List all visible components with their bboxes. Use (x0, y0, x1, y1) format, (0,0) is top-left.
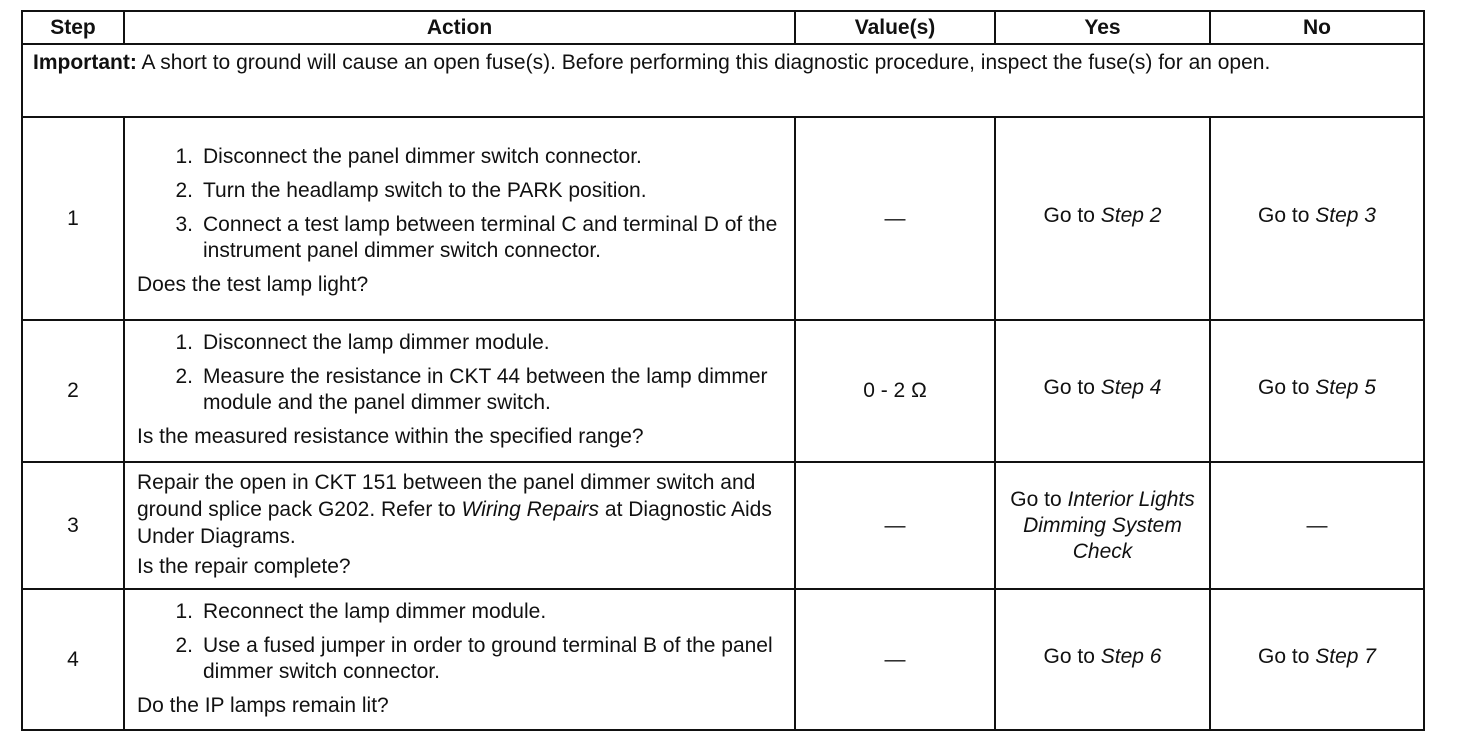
table-row (22, 117, 1424, 320)
header-step: Step (22, 11, 124, 44)
list-item: 1. Disconnect the lamp dimmer module. (175, 331, 550, 354)
list-item: 1. Disconnect the panel dimmer switch connector. (175, 144, 642, 168)
header-action: Action (124, 11, 795, 44)
step-number: 4 (22, 589, 124, 730)
step-number: 1 (22, 117, 124, 320)
action-paragraph: Repair the open in CKT 151 between the panel dimmer switch and ground splice pack G202. Refer to Wiring Repairs at Diagnostic Aids Under Diagrams. (137, 471, 772, 548)
table-row (22, 320, 1424, 462)
header-yes: Yes (995, 11, 1210, 44)
important-row (22, 44, 1424, 117)
value-cell: 0 - 2 Ω (795, 320, 995, 462)
list-item: 2. Use a fused jumper in order to ground terminal B of the panel dimmer switch connector. (175, 633, 773, 683)
header-row (22, 11, 1424, 44)
action-cell (124, 320, 795, 462)
action-cell (124, 589, 795, 730)
important-label: Important: (33, 51, 137, 74)
no-cell: Go to Step 7 (1210, 589, 1424, 730)
action-question: Is the repair complete? (137, 555, 351, 578)
action-question: Is the measured resistance within the specified range? (137, 425, 644, 448)
action-list (137, 599, 784, 685)
no-cell: Go to Step 5 (1210, 320, 1424, 462)
yes-cell: Go to Step 6 (995, 589, 1210, 730)
value-cell: — (795, 117, 995, 320)
list-item: 3. Connect a test lamp between terminal C and terminal D of the instrument panel dimmer switch connector. (175, 212, 778, 262)
diagnostic-table (21, 10, 1425, 731)
no-cell: Go to Step 3 (1210, 117, 1424, 320)
yes-cell: Go to Step 4 (995, 320, 1210, 462)
header-no: No (1210, 11, 1424, 44)
step-number: 3 (22, 462, 124, 589)
header-values: Value(s) (795, 11, 995, 44)
important-note (22, 44, 1424, 117)
value-cell: — (795, 462, 995, 589)
list-item: 1. Reconnect the lamp dimmer module. (175, 599, 547, 623)
step-number: 2 (22, 320, 124, 462)
value-cell: — (795, 589, 995, 730)
action-list (137, 330, 784, 416)
action-cell (124, 462, 795, 589)
action-cell (124, 117, 795, 320)
table-row (22, 589, 1424, 730)
list-item: 2. Measure the resistance in CKT 44 between the lamp dimmer module and the panel dimmer switch. (175, 365, 768, 414)
no-cell: — (1210, 462, 1424, 589)
table-row (22, 462, 1424, 589)
action-list (137, 144, 784, 264)
action-question: Does the test lamp light? (137, 272, 369, 296)
action-question: Do the IP lamps remain lit? (137, 693, 389, 717)
yes-cell: Go to Step 2 (995, 117, 1210, 320)
important-text: A short to ground will cause an open fuse(s). Before performing this diagnostic procedure, inspect the fuse(s) for an open. (141, 51, 1271, 74)
yes-cell: Go to Interior Lights Dimming System Check (995, 462, 1210, 589)
list-item: 2. Turn the headlamp switch to the PARK position. (175, 178, 647, 202)
